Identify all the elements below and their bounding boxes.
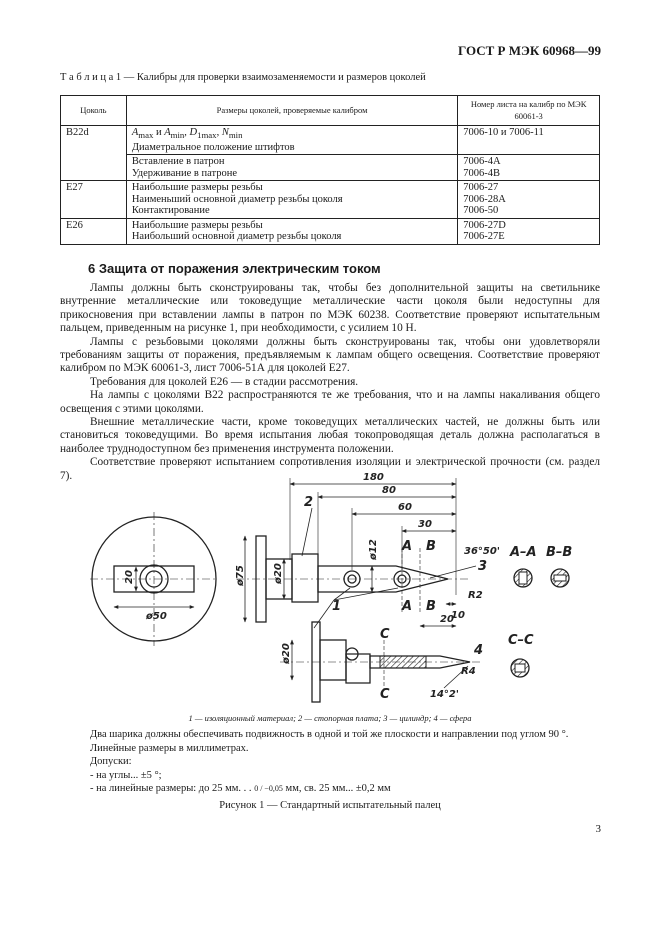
note-line [90, 782, 568, 796]
dim-phi12: ø12 [368, 539, 379, 560]
dim-phi75: ø75 [235, 565, 246, 586]
dim-80: 80 [382, 485, 396, 496]
dims-line: Наименьший основной диаметр резьбы цоколя [131, 193, 343, 205]
dim-60: 60 [398, 502, 412, 513]
dim-angle-14: 14°2' [430, 689, 459, 700]
dim-phi20: ø20 [273, 563, 284, 584]
paragraph: Требования для цоколей Е26 — в стадии рассмотрения. [90, 375, 359, 388]
dims-line: Удерживание в патроне [131, 167, 238, 179]
sheet-line: 7006-28A [463, 193, 506, 205]
dim-180: 180 [363, 472, 384, 483]
dim-r2: R2 [468, 590, 483, 601]
dim-width-20: 20 [124, 570, 135, 584]
dim-angle-36: 36°50' [464, 546, 500, 557]
dim-phi50: ø50 [146, 611, 167, 622]
sheet-line: 7006-10 и 7006-11 [463, 127, 544, 138]
cap-cell: B22d [61, 126, 127, 181]
callout-4: 4 [474, 643, 484, 658]
section-label-cc: C–C [508, 633, 534, 648]
dims-line: Наибольший основной диаметр резьбы цоколя [131, 231, 342, 243]
section-label-bb: B–B [546, 545, 573, 560]
dims-line: Наибольшие размеры резьбы [131, 182, 263, 194]
stop-plate [292, 554, 318, 602]
section-mark-c-bottom: C [380, 687, 390, 702]
note-line: Два шарика должны обеспечивать подвижность в одной и той же плоскости и направлении под углом 90 °. [90, 729, 569, 740]
page-number: 3 [595, 823, 601, 835]
section-label-aa: A–A [510, 545, 537, 560]
column-header-dims: Размеры цоколей, проверяемые калибром [126, 96, 457, 126]
section-mark-b-bottom: B [426, 599, 436, 614]
sheet-line: 7006-4A [463, 156, 501, 168]
figure-legend: 1 — изоляционный материал; 2 — стопорная плата; 3 — цилиндр; 4 — сфера [188, 713, 472, 723]
paragraph: Внешние металлические части, кроме токоведущих металлических частей, не должны быть или становиться токоведущими. Во время испытания любая токопроводящая деталь должна располагаться в наиболее труднодоступном без применения инструмента положении. [60, 416, 600, 455]
figure-notes [90, 728, 568, 796]
callout-1: 1 [332, 599, 342, 614]
section-mark-a-top: A [402, 539, 413, 554]
sheet-line: 7006-4B [463, 167, 500, 179]
note-part: - на линейные размеры: до 25 мм. . . [90, 783, 252, 794]
table-caption: Т а б л и ц а 1 — Калибры для проверки взаимозаменяемости и размеров цоколей [60, 72, 426, 83]
dim-20: 20 [440, 614, 454, 625]
sheet-line: 7006-50 [463, 205, 499, 217]
dim-r4: R4 [461, 666, 476, 677]
paragraph: Лампы с резьбовыми цоколями должны быть сконструированы так, чтобы они удовлетворяли требованиям защиты от поражения, предъявляемым к лампам общего освещения. Соответствие проверяют калибром по МЭК 60061-3, лист 7006-51А для цоколей Е27. [60, 335, 600, 375]
section-mark-b-top: B [426, 539, 436, 554]
dim-30: 30 [418, 519, 432, 530]
figure-caption: Рисунок 1 — Стандартный испытательный палец [219, 800, 441, 811]
dims-line: Диаметральное положение штифтов [131, 141, 295, 153]
dims-line: Вставление в патрон [131, 156, 225, 168]
dim-10: 10 [451, 610, 465, 621]
paragraph: Соответствие проверяют испытанием сопротивления изоляции и электрической прочности (см. раздел 7). [60, 456, 600, 482]
section-mark-a-bottom: A [402, 599, 413, 614]
note-line: Линейные размеры в миллиметрах. [90, 742, 249, 754]
dim-phi20-bent: ø20 [281, 643, 292, 664]
callout-2: 2 [304, 495, 314, 510]
section-mark-c-top: C [380, 627, 390, 642]
cap-cell: E26 [61, 218, 127, 244]
sheet-line: 7006-27E [463, 231, 505, 243]
column-header-sheet: Номер листа на калибр по МЭК 60061-3 [458, 96, 600, 126]
paragraph: На лампы с цоколями В22 распространяются те же требования, что и на лампы накаливания общего освещения с этими цоколями. [60, 389, 600, 415]
dims-line: Контактирование [131, 205, 210, 217]
column-header-cap: Цоколь [61, 96, 127, 126]
dims-line: $A_{max}$ и $A_{min}$, $D_{1max}$, $N_{min}$ [131, 127, 243, 141]
dims-line: Наибольшие размеры резьбы [131, 219, 263, 231]
tolerance-value: 0 / −0,05 [254, 784, 283, 793]
note-line: Допуски: [90, 756, 132, 767]
section-title: 6 Защита от поражения электрическим током [88, 261, 381, 276]
document-header: ГОСТ Р МЭК 60968—99 [458, 43, 601, 58]
paragraph: Лампы должны быть сконструированы так, чтобы без дополнительной защиты на светильнике внутренние металлические или токоведущие металлические части цоколя были недоступны для прикосновения при вставлении лампы в патрон по МЭК 60238. Соответствие проверяют испытательным пальцем, приведенным на рисунке 1, при необходимости, с усилием 10 Н. [60, 282, 600, 335]
cap-cell: E27 [61, 181, 127, 219]
callout-3: 3 [478, 559, 488, 574]
note-line: - на углы... ±5 °; [90, 769, 162, 781]
sheet-line: 7006-27 [463, 182, 499, 194]
sheet-line: 7006-27D [463, 219, 506, 231]
note-part: мм, св. 25 мм... ±0,2 мм [285, 783, 391, 794]
